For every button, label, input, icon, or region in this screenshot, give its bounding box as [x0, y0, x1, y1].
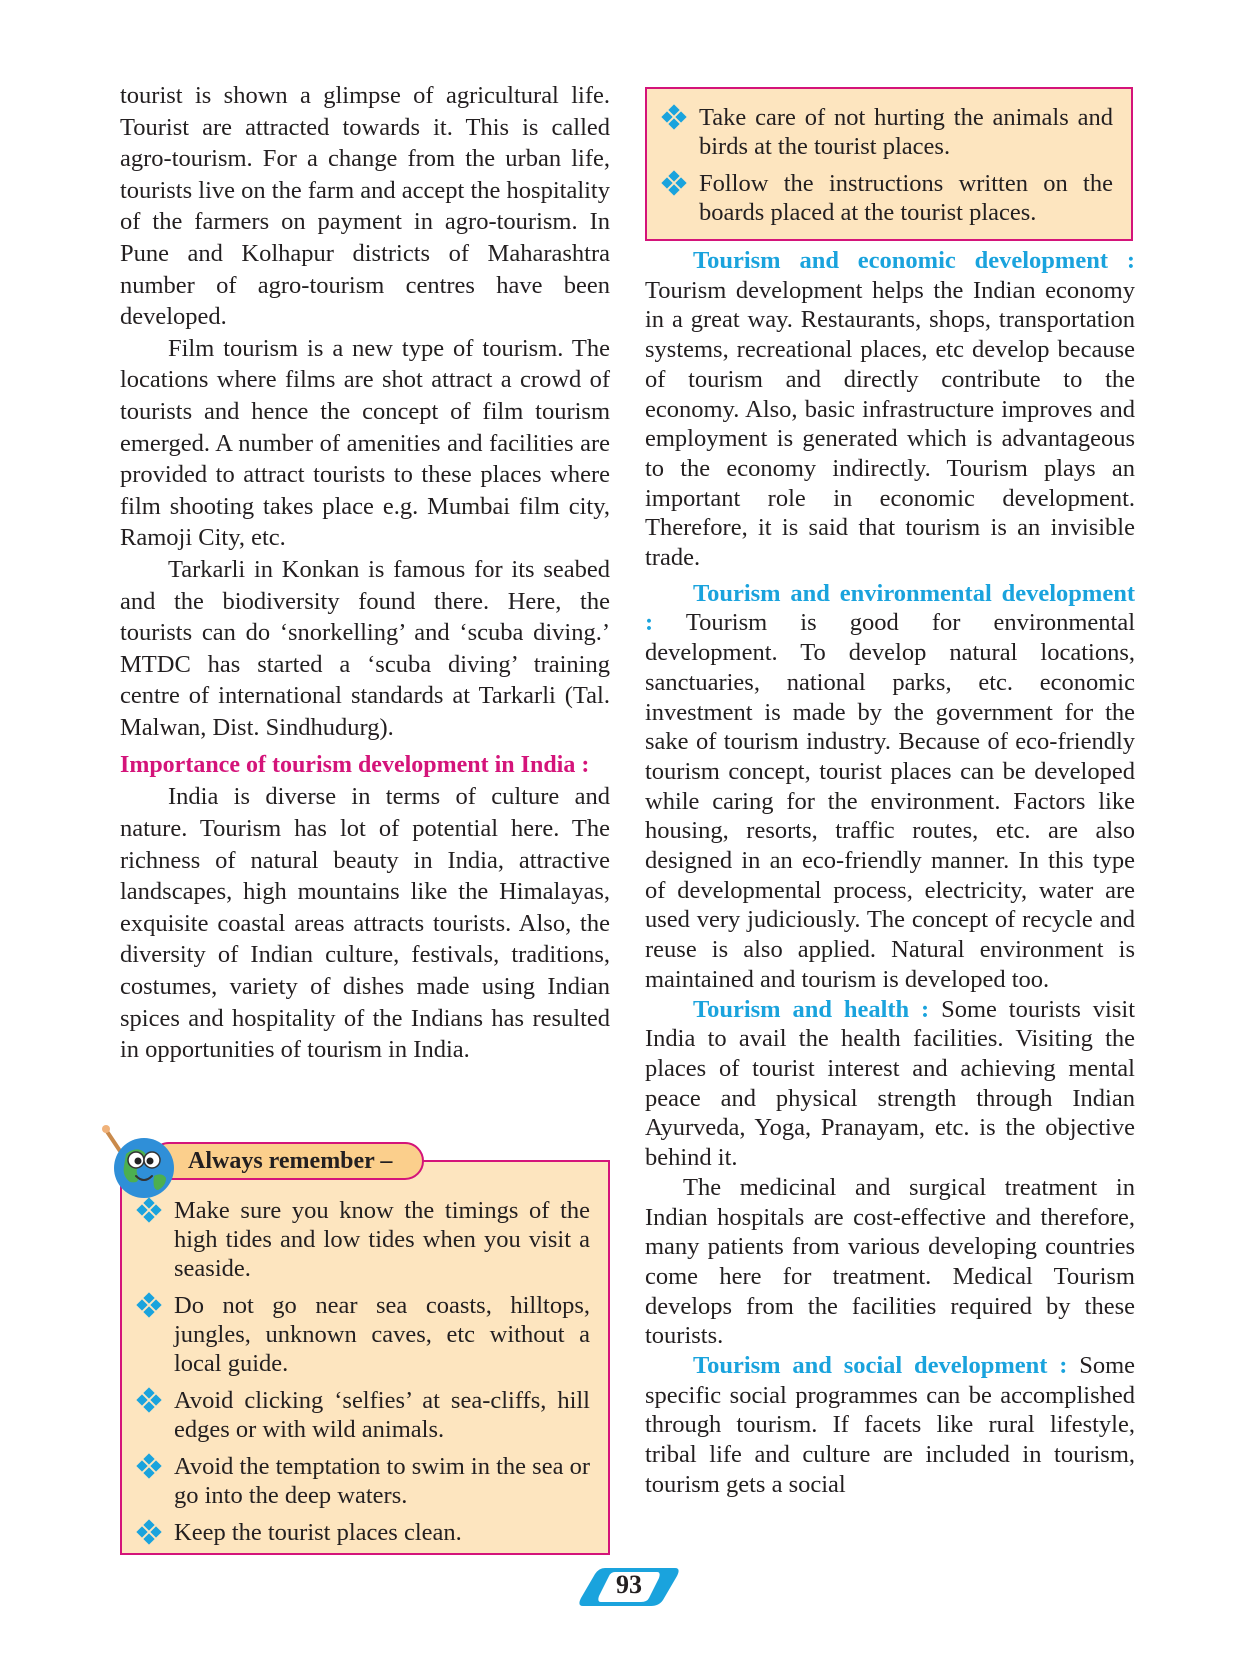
- economic-paragraph: [645, 246, 1135, 573]
- list-item: [655, 103, 1113, 161]
- diamond-bullet-icon: [138, 1389, 160, 1411]
- diamond-bullet-icon: [138, 1199, 160, 1221]
- globe-mascot-icon: [100, 1120, 182, 1202]
- social-text: Some specific social programmes can be accomplished through tourism. If facets like rural lifestyle, tribal life and culture are included in tourism, tourism gets a social: [645, 1352, 1135, 1498]
- list-item: [130, 1386, 590, 1444]
- list-item: [130, 1291, 590, 1378]
- remember-text: Avoid clicking ‘selfies’ at sea-cliffs, hill edges or with wild animals.: [174, 1387, 590, 1443]
- diamond-bullet-icon: [138, 1294, 160, 1316]
- health-paragraph: [645, 995, 1135, 1173]
- right-column: [645, 246, 1135, 1500]
- always-remember-box: [120, 1160, 610, 1555]
- tarkarli-paragraph: Tarkarli in Konkan is famous for its seabed and the biodiversity found there. Here, the tourists can do ‘snorkelling’ and ‘scuba diving.’ MTDC has started a ‘scuba diving’ training centre of international standards at Tarkarli (Tal. Malwan, Dist. Sindhudurg).: [120, 555, 610, 741]
- economic-text: Tourism development helps the Indian economy in a great way. Restaurants, shops, transportation systems, recreational places, etc develop because of tourism and directly contribute to the economy. Also, basic infrastructure improves and employment is generated which is advantageous to the economy indirectly. Tourism plays an important role in economic development. Therefore, it is said that tourism is an invisible trade.: [645, 276, 1135, 572]
- list-item: [655, 169, 1113, 227]
- diamond-bullet-icon: [138, 1455, 160, 1477]
- medical-paragraph: The medicinal and surgical treatment in Indian hospitals are cost-effective and therefore, many patients from various developing countries come here for treatment. Medical Tourism develops from the facilities required by these tourists.: [645, 1173, 1135, 1350]
- left-column: [120, 80, 610, 1066]
- remember-text: Keep the tourist places clean.: [174, 1519, 462, 1546]
- top-tips-box: [645, 87, 1133, 241]
- environment-heading: Tourism and environmental development :: [645, 579, 1135, 637]
- social-heading: Tourism and social development :: [693, 1352, 1068, 1380]
- always-remember-title: Always remember –: [150, 1142, 424, 1180]
- remember-text: Make sure you know the timings of the high tides and low tides when you visit a seaside.: [174, 1197, 590, 1282]
- list-item: [130, 1196, 590, 1283]
- economic-heading: Tourism and economic development :: [693, 247, 1135, 274]
- remember-text: Avoid the temptation to swim in the sea or go into the deep waters.: [174, 1453, 590, 1509]
- importance-heading: Importance of tourism development in India :: [120, 752, 590, 779]
- health-text: Some tourists visit India to avail the health facilities. Visiting the places of tourist interest and achieving mental peace and physical strength through Indian Ayurveda, Yoga, Pranayam, etc. is the objective behind it.: [645, 995, 1135, 1172]
- importance-paragraph: India is diverse in terms of culture and nature. Tourism has lot of potential here. The richness of natural beauty in India, attractive landscapes, high mountains like the Himalayas, exquisite coastal areas attracts tourists. Also, the diversity of Indian culture, festivals, traditions, costumes, variety of dishes made using Indian spices and hospitality of the Indians has resulted in opportunities of tourism in India.: [120, 783, 610, 1064]
- agro-tourism-paragraph: tourist is shown a glimpse of agricultural life. Tourist are attracted towards it. This is called agro-tourism. For a change from the urban life, tourists live on the farm and accept the hospitality of the farmers on payment in agro-tourism. In Pune and Kolhapur districts of Maharashtra number of agro-tourism centres have been developed.: [120, 82, 610, 331]
- list-item: [130, 1518, 590, 1547]
- film-tourism-paragraph: Film tourism is a new type of tourism. The locations where films are shot attract a crowd of tourists and hence the concept of film tourism emerged. A number of amenities and facilities are provided to attract tourists to these places where film shooting takes place e.g. Mumbai film city, Ramoji City, etc.: [120, 334, 610, 552]
- diamond-bullet-icon: [138, 1521, 160, 1543]
- diamond-bullet-icon: [663, 106, 685, 128]
- environment-paragraph: [645, 579, 1135, 995]
- page-number: 93: [616, 1570, 642, 1599]
- diamond-bullet-icon: [663, 172, 685, 194]
- tip-text: Follow the instructions written on the boards placed at the tourist places.: [699, 170, 1113, 226]
- remember-text: Do not go near sea coasts, hilltops, jungles, unknown caves, etc without a local guide.: [174, 1292, 590, 1377]
- environment-text: Tourism is good for environmental development. To develop natural locations, sanctuaries, national parks, etc. economic investment is made by the government for the sake of tourism industry. Because of eco-friendly tourism concept, tourist places can be developed while caring for the environment. Factors like housing, resorts, traffic routes, etc. are also designed in an eco-friendly manner. In this type of developmental process, electricity, water are used very judiciously. The concept of recycle and reuse is also applied. Natural environment is maintained and tourism is developed too.: [645, 609, 1135, 993]
- health-heading: Tourism and health :: [693, 995, 930, 1023]
- list-item: [130, 1452, 590, 1510]
- social-paragraph: [645, 1351, 1135, 1500]
- tip-text: Take care of not hurting the animals and birds at the tourist places.: [699, 104, 1113, 160]
